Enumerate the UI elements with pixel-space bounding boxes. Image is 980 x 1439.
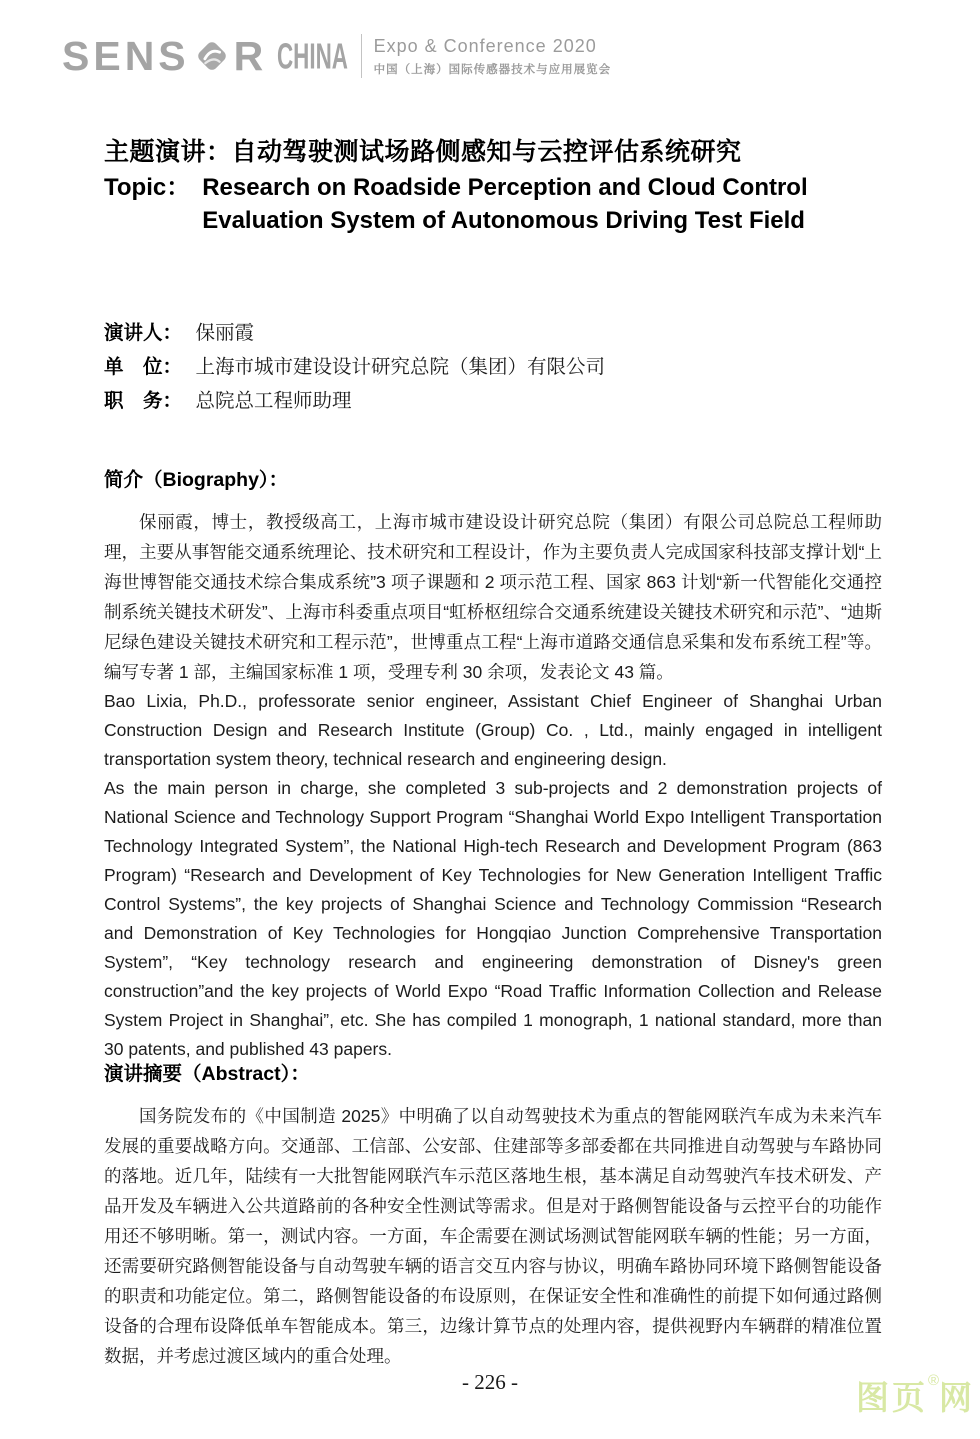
biography-heading: 简介（Biography）： <box>104 469 289 491</box>
biography-paragraph-en-1: Bao Lixia, Ph.D., professorate senior engineer, Assistant Chief Engineer of Shanghai Urban Construction Design and Research Institute (Group) Co. , Ltd., mainly engaged in intelligent transportation system theory, technical research and engineering design. <box>104 691 882 769</box>
registered-trademark-icon: ® <box>927 1372 939 1389</box>
speaker-organization-label: 单 位： <box>104 356 183 378</box>
topic-label: Topic： <box>104 174 191 201</box>
abstract-section <box>104 1058 882 1371</box>
speaker-name-row <box>104 316 605 350</box>
sensor-china-logo <box>62 34 611 78</box>
logo-text-china: CHINA <box>277 35 349 77</box>
topic-text-line1: Research on Roadside Perception and Cloud Control <box>202 174 808 201</box>
sensor-logo-o-icon <box>193 37 231 80</box>
biography-section <box>104 464 882 1064</box>
title-block <box>104 135 882 237</box>
topic-title-zh: 主题演讲：自动驾驶测试场路侧感知与云控评估系统研究 <box>104 138 742 166</box>
watermark-logo <box>855 1372 975 1416</box>
speaker-organization-value: 上海市城市建设设计研究总院（集团）有限公司 <box>195 356 605 378</box>
abstract-paragraph-zh: 国务院发布的《中国制造 2025》中明确了以自动驾驶技术为重点的智能网联汽车成为未来汽车发展的重要战略方向。交通部、工信部、公安部、住建部等多部委都在共同推进自动驾驶与车路协同的落地。近几年，陆续有一大批智能网联汽车示范区落地生根，基本满足自动驾驶汽车技术研发、产品开发及车辆进入公共道路前的各种安全性测试等需求。但是对于路侧智能设备与云控平台的功能作用还不够明晰。第一，测试内容。一方面，车企需要在测试场测试智能网联车辆的性能；另一方面，还需要研究路侧智能设备与自动驾驶车辆的语言交互内容与协议，明确车路协同环境下路侧智能设备的职责和功能定位。第二，路侧智能设备的布设原则，在保证安全性和准确性的前提下如何通过路侧设备的合理布设降低单车智能成本。第三，边缘计算节点的处理内容，提供视野内车辆群的精准位置数据，并考虑过渡区域内的重合处理。 <box>104 1106 882 1366</box>
logo-tagline-zh: 中国（上海）国际传感器技术与应用展览会 <box>373 63 612 76</box>
speaker-jobtitle-value: 总院总工程师助理 <box>195 390 352 412</box>
topic-text <box>202 171 882 237</box>
logo-taglines <box>374 36 612 77</box>
abstract-heading: 演讲摘要（Abstract）： <box>104 1063 310 1085</box>
logo-brand <box>62 32 349 79</box>
logo-divider <box>361 34 362 78</box>
speaker-name-value: 保丽霞 <box>195 322 254 344</box>
watermark-text-left: 图页 <box>855 1379 928 1416</box>
speaker-info <box>104 316 605 418</box>
topic-title-en <box>104 171 882 237</box>
biography-paragraph-en-2: As the main person in charge, she completed 3 sub-projects and 2 demonstration projects of National Science and Technology Support Program “Shanghai World Expo Intelligent Transportation Technology Integrated System”, the National High-tech Research and Development Program (863 Program) “Research and Development of Key Technologies for New Generation Intelligent Traffic Control Systems”, the key projects of Shanghai Science and Technology Commission “Research and Demonstration of Key Technologies for Hongqiao Junction Comprehensive Transportation System”, “Key technology research and engineering demonstration of Disney's green construction”and the key projects of World Expo “Road Traffic Information Collection and Release System Project in Shanghai”, etc. She has compiled 1 monograph, 1 national standard, more than 30 patents, and published 43 papers. <box>104 778 882 1059</box>
watermark-text-right: 网 <box>939 1379 975 1416</box>
speaker-name-label: 演讲人： <box>104 322 183 344</box>
speaker-organization-row <box>104 350 605 384</box>
speaker-jobtitle-label: 职 务： <box>104 390 183 412</box>
logo-text-sens: SENS <box>62 32 190 79</box>
logo-text-r: R <box>233 32 268 79</box>
speaker-jobtitle-row <box>104 384 605 418</box>
biography-paragraph-zh: 保丽霞，博士，教授级高工，上海市城市建设设计研究总院（集团）有限公司总院总工程师助理，主要从事智能交通系统理论、技术研究和工程设计，作为主要负责人完成国家科技部支撑计划“上海世博智能交通技术综合集成系统”3 项子课题和 2 项示范工程、国家 863 计划“新一代智能化交通控制系统关键技术研发”、上海市科委重点项目“虹桥枢纽综合交通系统建设关键技术研究和示范”、“迪斯尼绿色建设关键技术研究和工程示范”，世博重点工程“上海市道路交通信息采集和发布系统工程”等。编写专著 1 部，主编国家标准 1 项，受理专利 30 余项，发表论文 43 篇。 <box>104 512 882 682</box>
page-number: - 226 - <box>462 1370 518 1394</box>
logo-tagline-en: Expo & Conference 2020 <box>373 35 597 56</box>
topic-text-line2: Evaluation System of Autonomous Driving Test Field <box>202 207 805 234</box>
